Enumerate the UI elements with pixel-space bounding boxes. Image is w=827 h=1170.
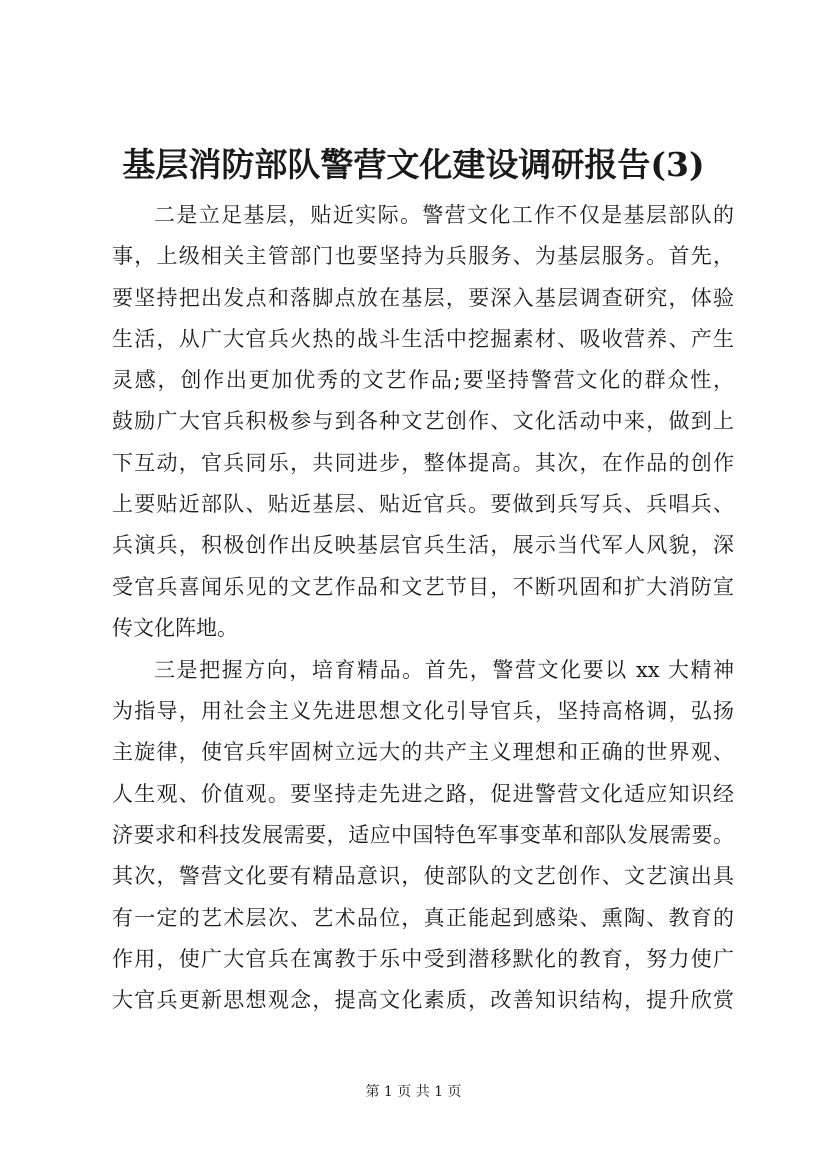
text-line: 传文化阵地。 bbox=[112, 615, 238, 640]
text-line: 其次，警营文化要有精品意识，使部队的文艺创作、文艺演出具 bbox=[112, 864, 734, 889]
text-line: 要坚持把出发点和落脚点放在基层，要深入基层调查研究，体验 bbox=[112, 285, 734, 310]
text-line: 生活，从广大官兵火热的战斗生活中挖掘素材、吸收营养、产生 bbox=[112, 326, 734, 351]
text-line: 二是立足基层，贴近实际。警营文化工作不仅是基层部队的 bbox=[154, 203, 734, 227]
text-line: 下互动，官兵同乐，共同进步，整体提高。其次，在作品的创作 bbox=[112, 450, 734, 475]
text-line: 有一定的艺术层次、艺术品位，真正能起到感染、熏陶、教育的 bbox=[112, 905, 734, 930]
page-footer: 第 1 页 共 1 页 bbox=[365, 1084, 462, 1100]
text-line: 主旋律，使官兵牢固树立远大的共产主义理想和正确的世界观、 bbox=[112, 740, 734, 765]
document-body bbox=[112, 195, 734, 1021]
text-line: 受官兵喜闻乐见的文艺作品和文艺节目，不断巩固和扩大消防宣 bbox=[112, 574, 734, 599]
text-line: 作用，使广大官兵在寓教于乐中受到潜移默化的教育，努力使广 bbox=[112, 946, 734, 971]
text-line: 鼓励广大官兵积极参与到各种文艺创作、文化活动中来，做到上 bbox=[112, 409, 734, 434]
text-line: 人生观、价值观。要坚持走先进之路，促进警营文化适应知识经 bbox=[112, 781, 734, 806]
text-line: 三是把握方向，培育精品。首先，警营文化要以 xx 大精神 bbox=[154, 657, 734, 682]
text-line: 济要求和科技发展需要，适应中国特色军事变革和部队发展需要。 bbox=[112, 822, 734, 847]
paragraph-2 bbox=[112, 650, 734, 1022]
document-title: 基层消防部队警营文化建设调研报告(3) bbox=[122, 145, 705, 184]
text-line: 为指导，用社会主义先进思想文化引导官兵，坚持高格调，弘扬 bbox=[112, 699, 734, 724]
paragraph-1 bbox=[112, 195, 734, 649]
text-line: 兵演兵，积极创作出反映基层官兵生活，展示当代军人风貌，深 bbox=[112, 533, 734, 558]
text-line: 上要贴近部队、贴近基层、贴近官兵。要做到兵写兵、兵唱兵、 bbox=[112, 492, 734, 517]
text-line: 灵感，创作出更加优秀的文艺作品;要坚持警营文化的群众性， bbox=[112, 368, 734, 393]
text-line: 事，上级相关主管部门也要坚持为兵服务、为基层服务。首先， bbox=[112, 244, 734, 269]
text-line: 大官兵更新思想观念，提高文化素质，改善知识结构，提升欣赏 bbox=[112, 988, 734, 1013]
